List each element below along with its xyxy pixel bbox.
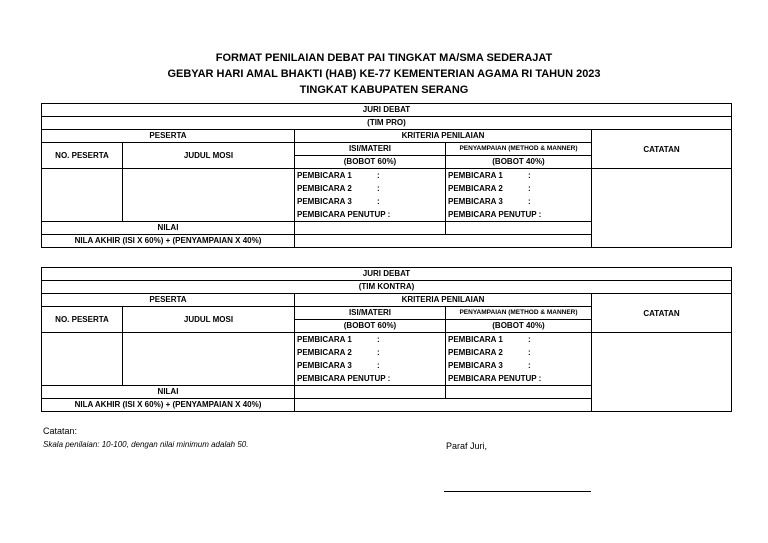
colon: :: [377, 171, 380, 180]
colon: :: [377, 184, 380, 193]
notes-title: Catatan:: [43, 426, 78, 436]
colon: :: [528, 348, 531, 357]
no-peserta-header: NO. PESERTA: [42, 143, 123, 169]
catatan-cell[interactable]: [592, 169, 732, 248]
speaker-label: PEMBICARA 3: [448, 361, 503, 370]
no-peserta-cell[interactable]: [42, 333, 123, 386]
isi-bobot: (BOBOT 60%): [295, 320, 446, 333]
speaker-label: PEMBICARA 1: [297, 335, 352, 344]
colon: :: [377, 361, 380, 370]
doc-title-line1: FORMAT PENILAIAN DEBAT PAI TINGKAT MA/SMA SEDERAJAT: [215, 52, 553, 64]
speaker-label: PEMBICARA 2: [297, 184, 352, 193]
catatan-cell[interactable]: [592, 333, 732, 412]
table-team: (TIM PRO): [42, 117, 732, 130]
score-table-kontra: [41, 267, 732, 412]
kriteria-header: KRITERIA PENILAIAN: [295, 130, 592, 143]
penutup-label: PEMBICARA PENUTUP :: [448, 374, 542, 383]
peserta-header: PESERTA: [42, 294, 295, 307]
colon: :: [377, 197, 380, 206]
penyampaian-header: PENYAMPAIAN (METHOD & MANNER): [446, 143, 592, 156]
penyampaian-bobot: (BOBOT 40%): [446, 320, 592, 333]
speaker-label: PEMBICARA 3: [448, 197, 503, 206]
speaker-label: PEMBICARA 1: [297, 171, 352, 180]
paraf-juri-label: Paraf Juri,: [446, 441, 488, 451]
doc-title-line3: TINGKAT KABUPATEN SERANG: [299, 84, 469, 96]
judul-mosi-header: JUDUL MOSI: [123, 143, 295, 169]
colon: :: [528, 171, 531, 180]
nilai-akhir-cell[interactable]: [295, 235, 592, 248]
nilai-akhir-cell[interactable]: [295, 399, 592, 412]
table-team: (TIM KONTRA): [42, 281, 732, 294]
nilai-label: NILAI: [42, 222, 295, 235]
speaker-label: PEMBICARA 1: [448, 335, 503, 344]
colon: :: [528, 335, 531, 344]
doc-title-line2: GEBYAR HARI AMAL BHAKTI (HAB) KE-77 KEMENTERIAN AGAMA RI TAHUN 2023: [167, 68, 601, 80]
nilai-isi-cell[interactable]: [295, 222, 446, 235]
signature-line[interactable]: [444, 491, 591, 492]
colon: :: [377, 335, 380, 344]
notes-text: Skala penilaian: 10-100, dengan nilai minimum adalah 50.: [43, 440, 249, 449]
colon: :: [528, 197, 531, 206]
penyampaian-speakers[interactable]: [446, 169, 592, 222]
kriteria-header: KRITERIA PENILAIAN: [295, 294, 592, 307]
table-title: JURI DEBAT: [42, 268, 732, 281]
judul-mosi-cell[interactable]: [123, 333, 295, 386]
penyampaian-bobot: (BOBOT 40%): [446, 156, 592, 169]
speaker-label: PEMBICARA 3: [297, 197, 352, 206]
penyampaian-header: PENYAMPAIAN (METHOD & MANNER): [446, 307, 592, 320]
speaker-label: PEMBICARA 2: [448, 348, 503, 357]
nilai-penyampaian-cell[interactable]: [446, 222, 592, 235]
penutup-label: PEMBICARA PENUTUP :: [297, 210, 391, 219]
judul-mosi-cell[interactable]: [123, 169, 295, 222]
penyampaian-speakers[interactable]: [446, 333, 592, 386]
isi-header: ISI/MATERI: [295, 143, 446, 156]
isi-bobot: (BOBOT 60%): [295, 156, 446, 169]
nilai-penyampaian-cell[interactable]: [446, 386, 592, 399]
peserta-header: PESERTA: [42, 130, 295, 143]
penutup-label: PEMBICARA PENUTUP :: [297, 374, 391, 383]
catatan-header: CATATAN: [592, 130, 732, 169]
no-peserta-cell[interactable]: [42, 169, 123, 222]
nilai-akhir-label: NILA AKHIR (ISI X 60%) + (PENYAMPAIAN X 40%): [42, 399, 295, 412]
speaker-label: PEMBICARA 2: [297, 348, 352, 357]
catatan-header: CATATAN: [592, 294, 732, 333]
penutup-label: PEMBICARA PENUTUP :: [448, 210, 542, 219]
table-title: JURI DEBAT: [42, 104, 732, 117]
no-peserta-header: NO. PESERTA: [42, 307, 123, 333]
speaker-label: PEMBICARA 3: [297, 361, 352, 370]
colon: :: [528, 361, 531, 370]
score-table-pro: [41, 103, 732, 248]
judul-mosi-header: JUDUL MOSI: [123, 307, 295, 333]
speaker-label: PEMBICARA 2: [448, 184, 503, 193]
isi-speakers[interactable]: [295, 169, 446, 222]
nilai-isi-cell[interactable]: [295, 386, 446, 399]
speaker-label: PEMBICARA 1: [448, 171, 503, 180]
isi-speakers[interactable]: [295, 333, 446, 386]
colon: :: [528, 184, 531, 193]
nilai-label: NILAI: [42, 386, 295, 399]
colon: :: [377, 348, 380, 357]
nilai-akhir-label: NILA AKHIR (ISI X 60%) + (PENYAMPAIAN X 40%): [42, 235, 295, 248]
isi-header: ISI/MATERI: [295, 307, 446, 320]
